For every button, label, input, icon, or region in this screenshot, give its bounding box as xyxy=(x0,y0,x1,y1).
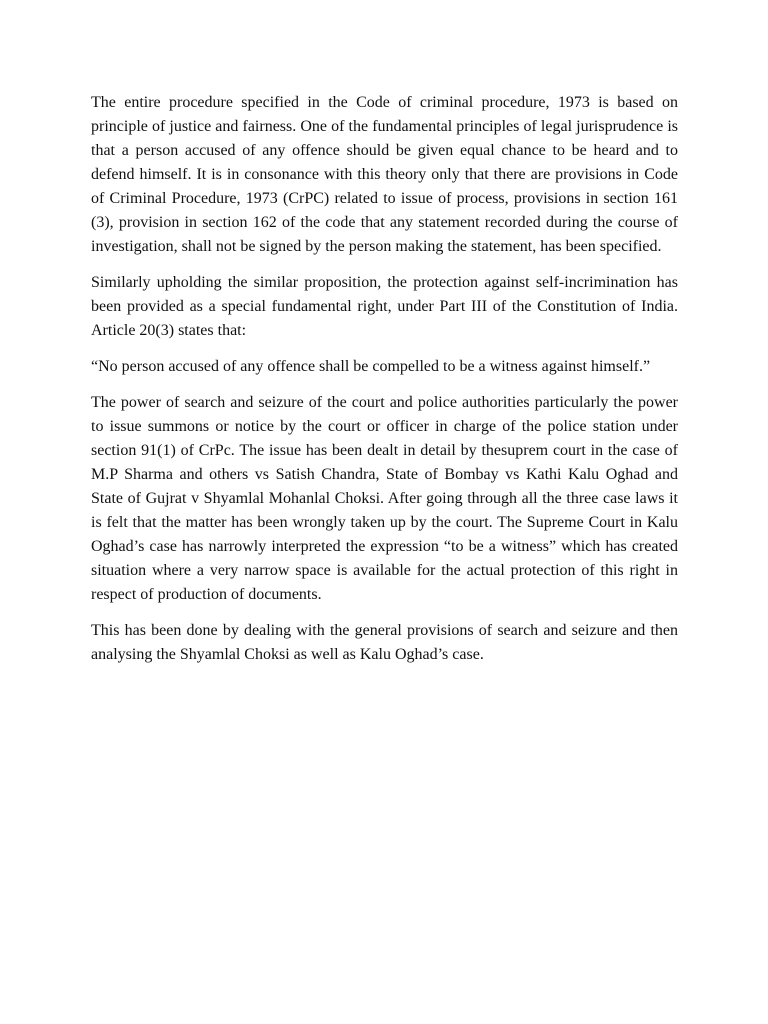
paragraph-search-and-seizure: The power of search and seizure of the court and police authorities particularly the power to issue summons or notice by the court or officer in charge of the police station under section 91(1) of CrPc. The issue has been dealt in detail by thesuprem court in the case of M.P Sharma and others vs Satish Chandra, State of Bombay vs Kathi Kalu Oghad and State of Gujrat v Shyamlal Mohanlal Choksi. After going through all the three case laws it is felt that the matter has been wrongly taken up by the court. The Supreme Court in Kalu Oghad’s case has narrowly interpreted the expression “to be a witness” which has created situation where a very narrow space is available for the actual protection of this right in respect of production of documents. xyxy=(91,394,678,603)
paragraph-conclusion: This has been done by dealing with the general provisions of search and seizure and then analysing the Shyamlal Choksi as well as Kalu Oghad’s case. xyxy=(91,622,678,663)
paragraph-article-20-3-quote: “No person accused of any offence shall be compelled to be a witness against himself.” xyxy=(91,358,651,375)
paragraph-procedure-fairness: The entire procedure specified in the Code of criminal procedure, 1973 is based on principle of justice and fairness. One of the fundamental principles of legal jurisprudence is that a person accused of any offence should be given equal chance to be heard and to defend himself. It is in consonance with this theory only that there are provisions in Code of Criminal Procedure, 1973 (CrPC) related to issue of process, provisions in section 161 (3), provision in section 162 of the code that any statement recorded during the course of investigation, shall not be signed by the person making the statement, has been specified. xyxy=(91,94,678,255)
paragraph-self-incrimination: Similarly upholding the similar proposition, the protection against self-incrimination has been provided as a special fundamental right, under Part III of the Constitution of India. Article 20(3) states that: xyxy=(91,274,678,339)
document-body xyxy=(91,91,678,679)
